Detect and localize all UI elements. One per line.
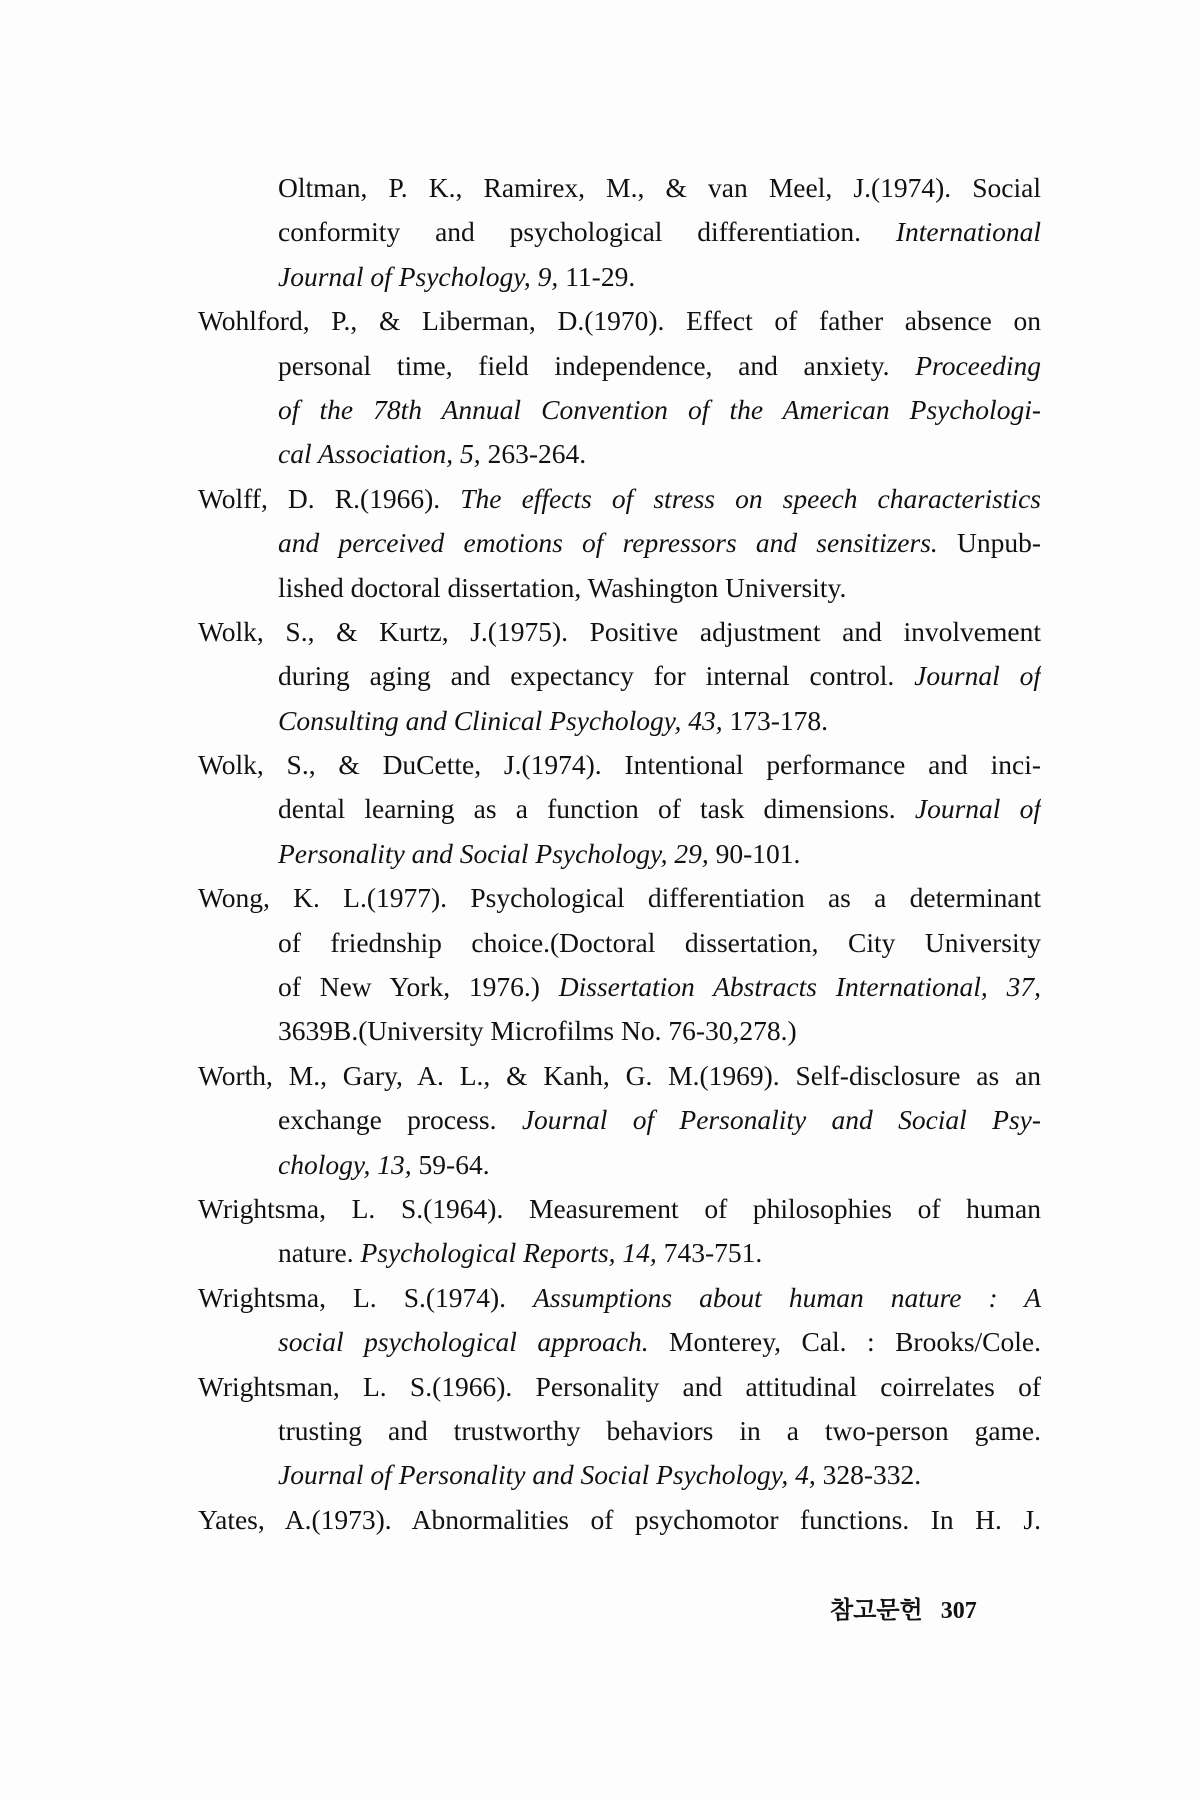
text: dental learning as a function of task dimensions.	[278, 793, 915, 825]
reference-line	[198, 1276, 1041, 1320]
reference-entry	[198, 299, 1041, 477]
reference-line	[278, 699, 1041, 743]
reference-line	[278, 166, 1041, 210]
reference-line	[198, 299, 1041, 343]
reference-line	[198, 477, 1041, 521]
reference-line	[278, 965, 1041, 1009]
italic-text: Proceeding	[915, 349, 1041, 381]
reference-entry	[198, 876, 1041, 1054]
text: during aging and expectancy for internal control.	[278, 660, 915, 692]
text: 263-264.	[480, 438, 587, 470]
text: nature.	[278, 1237, 361, 1269]
reference-line	[278, 344, 1041, 388]
text: Wohlford, P., & Liberman, D.(1970). Effect of father absence on	[198, 305, 1041, 337]
reference-entry	[198, 610, 1041, 743]
italic-text: International	[895, 216, 1041, 248]
italic-text: chology, 13,	[278, 1148, 412, 1180]
reference-line	[278, 255, 1041, 299]
reference-line	[278, 832, 1041, 876]
reference-line	[278, 1231, 1041, 1275]
text: 90-101.	[708, 837, 801, 869]
text: exchange process.	[278, 1104, 522, 1136]
reference-entry	[198, 1276, 1041, 1365]
page-number: 307	[940, 1598, 977, 1624]
italic-text: Personality and Social Psychology, 29,	[278, 837, 709, 869]
reference-line	[278, 432, 1041, 476]
reference-line	[278, 566, 1041, 610]
reference-line	[198, 743, 1041, 787]
reference-line	[198, 876, 1041, 920]
text: 743-751.	[656, 1237, 763, 1269]
text: 59-64.	[411, 1148, 490, 1180]
text: Unpub-	[937, 527, 1041, 559]
reference-line	[198, 1365, 1041, 1409]
reference-line	[278, 1143, 1041, 1187]
reference-line	[278, 210, 1041, 254]
reference-list	[198, 166, 1041, 1542]
italic-text: Dissertation Abstracts International, 37,	[558, 971, 1041, 1003]
text: Wong, K. L.(1977). Psychological differentiation as a determinant	[198, 882, 1041, 914]
reference-line	[278, 787, 1041, 831]
text: 3639B.(University Microfilms No. 76-30,278.)	[278, 1015, 797, 1047]
italic-text: The effects of stress on speech characteristics	[460, 482, 1041, 514]
text: of New York, 1976.)	[278, 971, 559, 1003]
reference-entry	[198, 1054, 1041, 1187]
reference-line	[278, 521, 1041, 565]
reference-entry	[198, 743, 1041, 876]
reference-entry	[198, 1365, 1041, 1498]
text: trusting and trustworthy behaviors in a two-person game.	[278, 1414, 1041, 1446]
text: 173-178.	[722, 704, 828, 736]
text: Wolk, S., & DuCette, J.(1974). Intentional performance and inci-	[198, 749, 1041, 781]
reference-line	[278, 1409, 1041, 1453]
reference-line	[198, 1498, 1041, 1542]
italic-text: of the 78th Annual Convention of the American Psychologi-	[278, 393, 1041, 425]
text: conformity and psychological differentiation.	[278, 216, 896, 248]
text: lished doctoral dissertation, Washington University.	[278, 571, 847, 603]
text: Monterey, Cal. : Brooks/Cole.	[648, 1326, 1041, 1358]
text: Wrightsma, L. S.(1964). Measurement of philosophies of human	[198, 1192, 1041, 1224]
italic-text: and perceived emotions of repressors and sensitizers.	[278, 527, 938, 559]
reference-line	[198, 1187, 1041, 1231]
italic-text: Consulting and Clinical Psychology, 43,	[278, 704, 723, 736]
reference-entry	[198, 1187, 1041, 1276]
italic-text: Assumptions about human nature : A	[533, 1281, 1041, 1313]
text: Worth, M., Gary, A. L., & Kanh, G. M.(1969). Self-disclosure as an	[198, 1059, 1041, 1091]
reference-line	[198, 610, 1041, 654]
text: Yates, A.(1973). Abnormalities of psychomotor functions. In H. J.	[198, 1503, 1041, 1535]
italic-text: Journal of Personality and Social Psychology, 4,	[278, 1459, 816, 1491]
text: Wrightsma, L. S.(1974).	[198, 1281, 534, 1313]
reference-line	[278, 1453, 1041, 1497]
italic-text: Journal of Psychology, 9,	[278, 260, 559, 292]
text: Wolk, S., & Kurtz, J.(1975). Positive adjustment and involvement	[198, 615, 1041, 647]
reference-line	[278, 388, 1041, 432]
text: 328-332.	[815, 1459, 922, 1491]
italic-text: Journal of	[914, 793, 1041, 825]
italic-text: cal Association, 5,	[278, 438, 481, 470]
text: Wolff, D. R.(1966).	[198, 482, 461, 514]
italic-text: social psychological approach.	[278, 1326, 649, 1358]
italic-text: Journal of Personality and Social Psy-	[521, 1104, 1041, 1136]
reference-line	[198, 1054, 1041, 1098]
reference-line	[278, 1320, 1041, 1364]
reference-line	[278, 1009, 1041, 1053]
italic-text: Psychological Reports, 14,	[360, 1237, 657, 1269]
page-footer	[830, 1590, 977, 1625]
text: Wrightsman, L. S.(1966). Personality and attitudinal coirrelates of	[198, 1370, 1041, 1402]
text: Oltman, P. K., Ramirex, M., & van Meel, J.(1974). Social	[278, 172, 1041, 203]
reference-entry	[198, 477, 1041, 610]
reference-line	[278, 1098, 1041, 1142]
text: personal time, field independence, and anxiety.	[278, 349, 916, 381]
running-head: 참고문헌	[830, 1598, 923, 1624]
reference-entry	[198, 166, 1041, 299]
reference-line	[278, 654, 1041, 698]
text: 11-29.	[558, 260, 636, 292]
reference-line	[278, 921, 1041, 965]
italic-text: Journal of	[914, 660, 1041, 692]
reference-entry	[198, 1498, 1041, 1542]
text: of friednship choice.(Doctoral dissertation, City University	[278, 926, 1041, 958]
